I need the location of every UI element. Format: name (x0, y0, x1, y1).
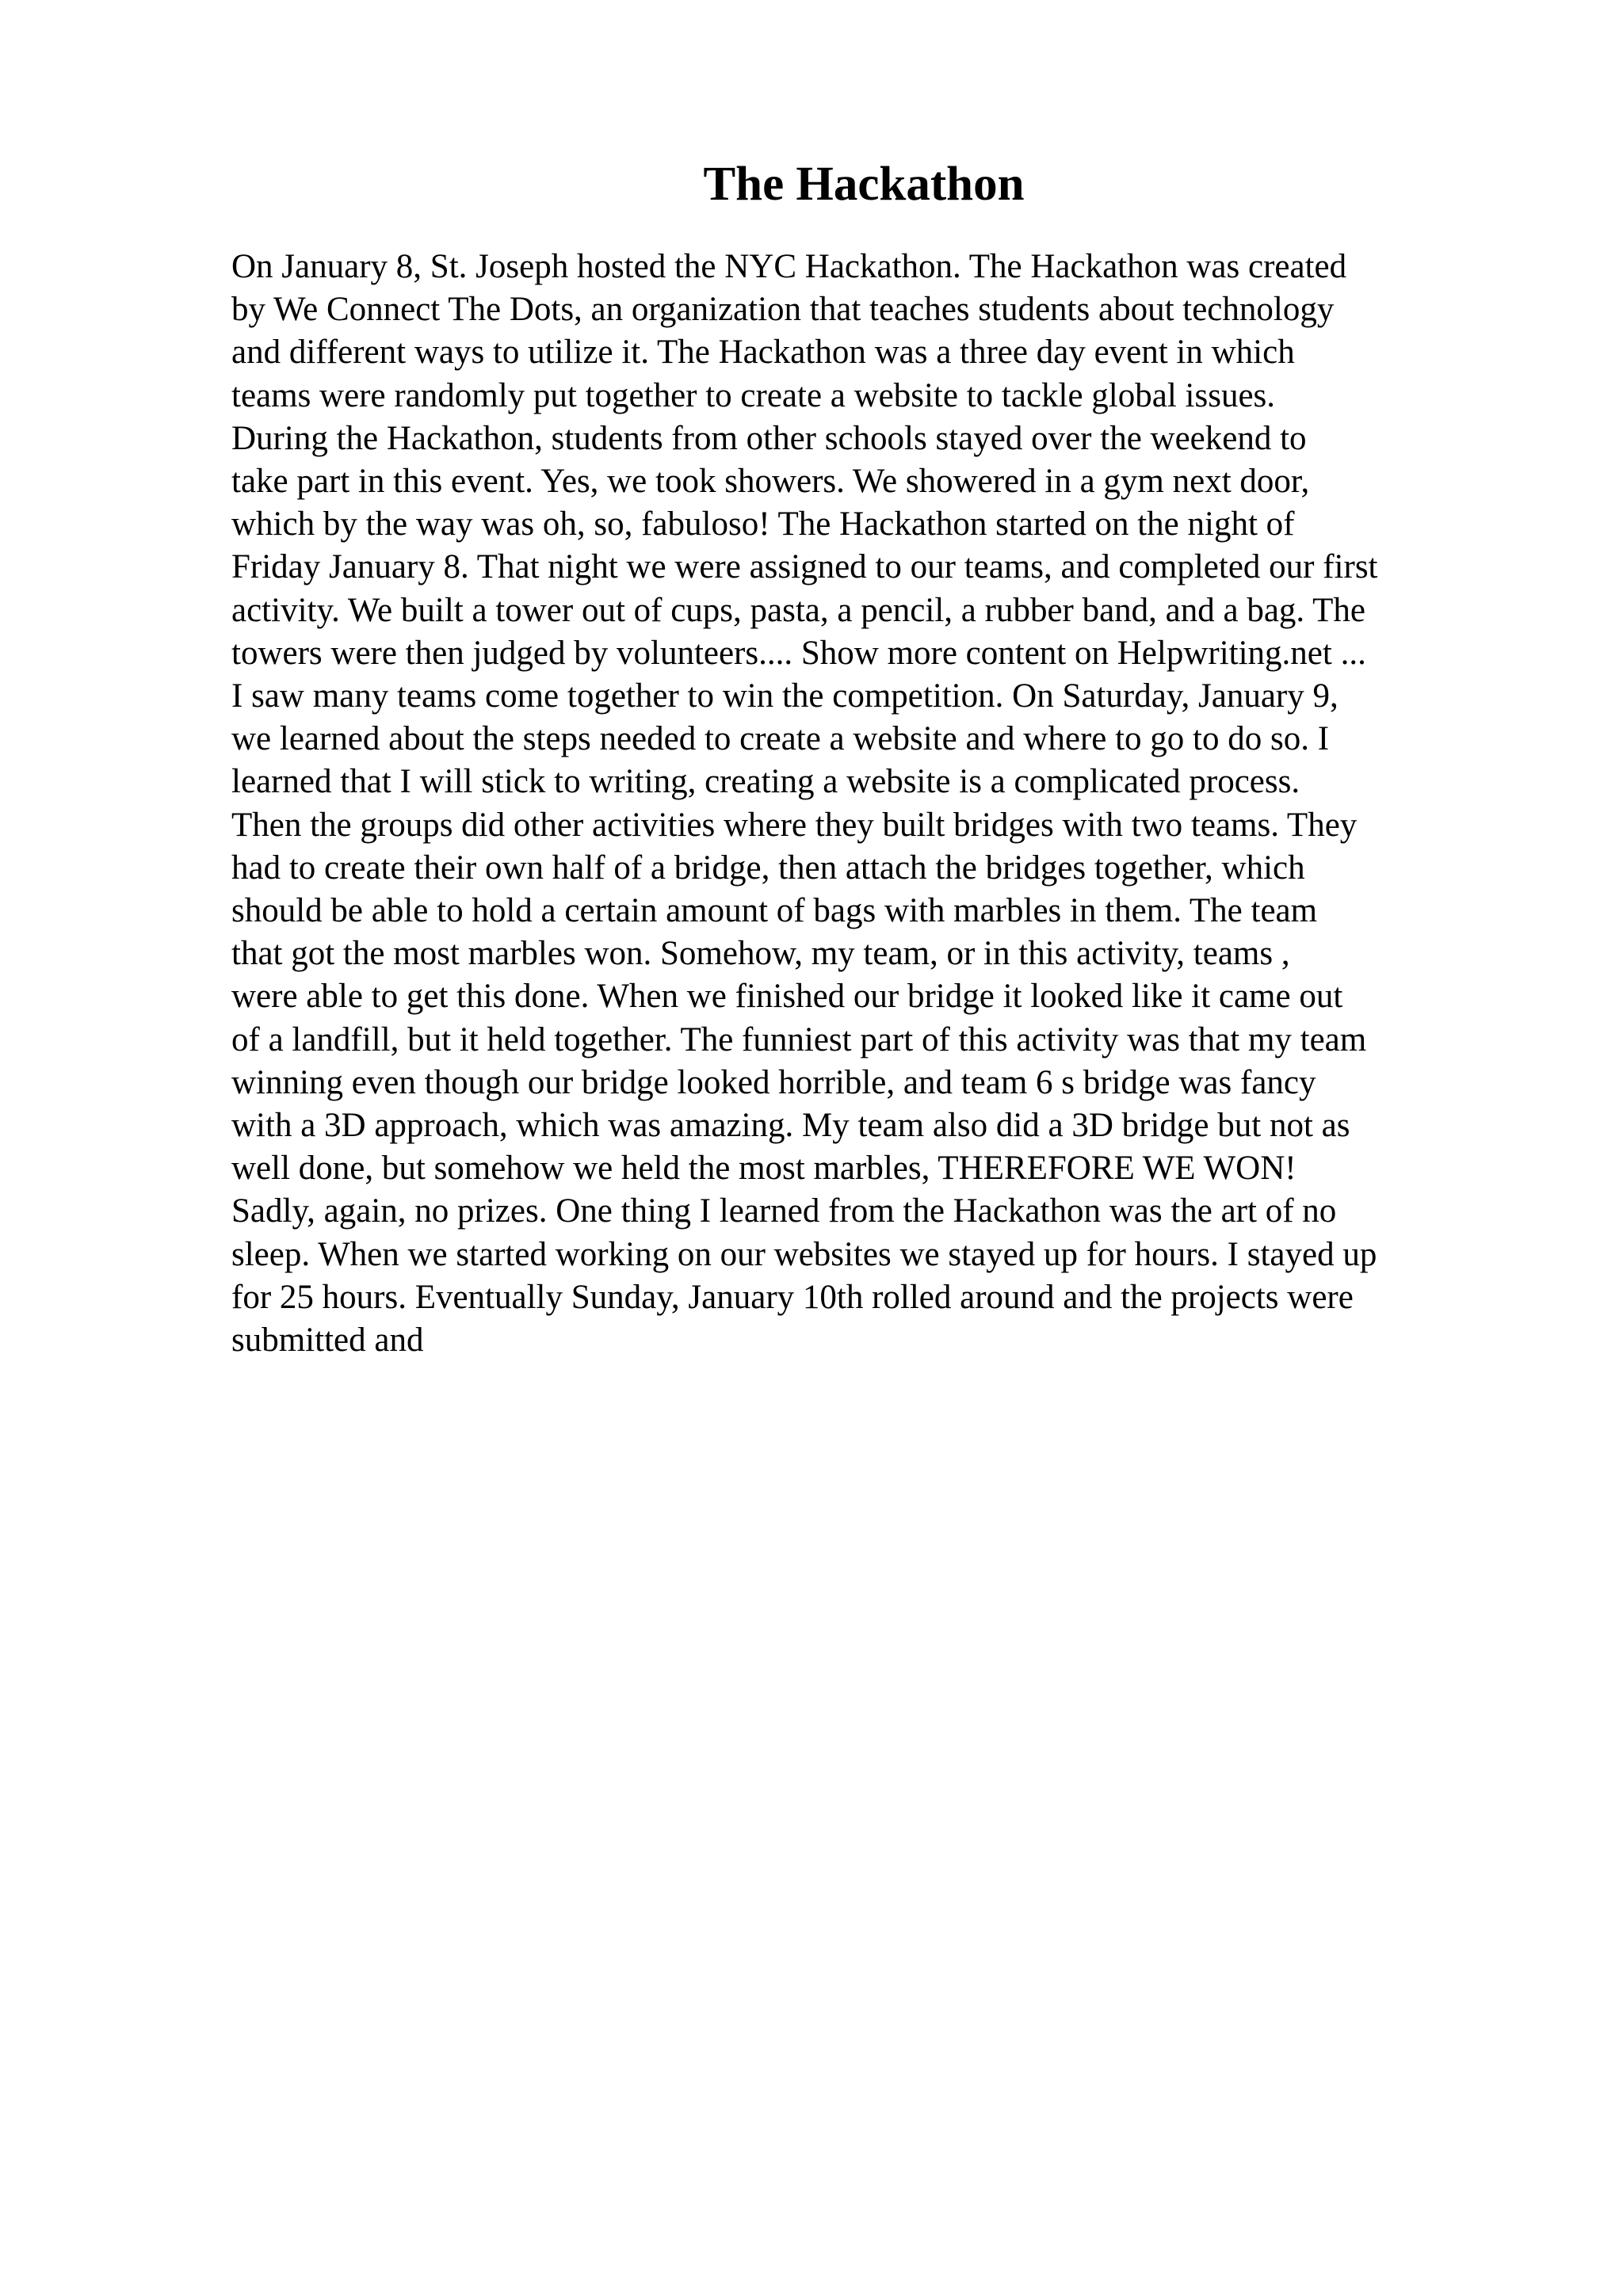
body-line: well done, but somehow we held the most marbles, THEREFORE WE WON! (231, 1150, 1296, 1188)
body-line: learned that I will stick to writing, creating a website is a complicated process. (231, 763, 1300, 801)
document-title: The Hackathon (703, 158, 1025, 211)
body-line: During the Hackathon, students from other schools stayed over the weekend to (231, 419, 1307, 457)
body-line: towers were then judged by volunteers.... Show more content on Helpwriting.net ... (231, 634, 1366, 672)
body-line: Sadly, again, no prizes. One thing I learned from the Hackathon was the art of no (231, 1192, 1337, 1230)
body-line: submitted and (231, 1322, 424, 1360)
body-line: for 25 hours. Eventually Sunday, January 10th rolled around and the projects were (231, 1278, 1354, 1316)
body-line: by We Connect The Dots, an organization that teaches students about technology (231, 291, 1335, 329)
body-line: and different ways to utilize it. The Hackathon was a three day event in which (231, 334, 1295, 372)
body-line: activity. We built a tower out of cups, pasta, a pencil, a rubber band, and a bag. The (231, 591, 1366, 629)
body-line: Friday January 8. That night we were assigned to our teams, and completed our first (231, 548, 1378, 586)
body-line: which by the way was oh, so, fabuloso! The Hackathon started on the night of (231, 505, 1295, 543)
document-body (231, 246, 1499, 1362)
body-line: with a 3D approach, which was amazing. My team also did a 3D bridge but not as (231, 1107, 1350, 1145)
body-line: Then the groups did other activities where they built bridges with two teams. They (231, 806, 1358, 844)
body-line: take part in this event. Yes, we took showers. We showered in a gym next door, (231, 463, 1310, 501)
body-line: had to create their own half of a bridge, then attach the bridges together, which (231, 849, 1305, 887)
body-line: were able to get this done. When we finished our bridge it looked like it came out (231, 978, 1343, 1016)
body-line: I saw many teams come together to win the competition. On Saturday, January 9, (231, 677, 1338, 715)
body-line: that got the most marbles won. Somehow, my team, or in this activity, teams , (231, 935, 1290, 973)
body-line: of a landfill, but it held together. The funniest part of this activity was that my team (231, 1020, 1367, 1058)
body-line: should be able to hold a certain amount of bags with marbles in them. The team (231, 892, 1318, 930)
body-line: sleep. When we started working on our websites we stayed up for hours. I stayed up (231, 1235, 1377, 1273)
body-line: we learned about the steps needed to create a website and where to go to do so. I (231, 720, 1330, 758)
body-line: teams were randomly put together to create a website to tackle global issues. (231, 376, 1276, 414)
body-line: On January 8, St. Joseph hosted the NYC Hackathon. The Hackathon was created (231, 248, 1347, 285)
body-line: winning even though our bridge looked horrible, and team 6 s bridge was fancy (231, 1063, 1316, 1101)
